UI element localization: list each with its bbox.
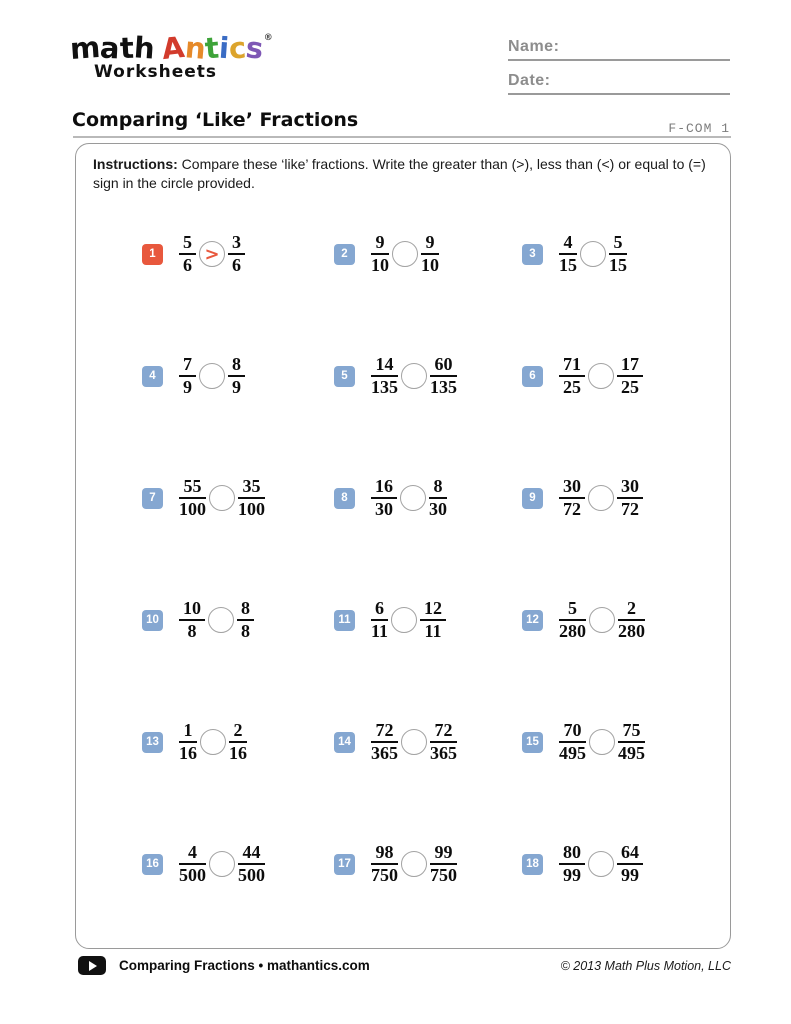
logo-word-math: [70, 31, 154, 65]
fraction-left: [559, 843, 585, 886]
fraction-right-numerator: 72: [430, 721, 457, 743]
fraction-right-numerator: 8: [429, 477, 447, 499]
logo-letter: A: [160, 29, 187, 67]
answer-circle[interactable]: [199, 363, 225, 389]
fraction-right-denominator: 99: [621, 865, 639, 885]
fraction-left-numerator: 98: [371, 843, 398, 865]
fraction-right-denominator: 30: [429, 499, 447, 519]
answer-circle[interactable]: [200, 729, 226, 755]
logo-letter: s: [244, 30, 266, 66]
logo-subtitle: Worksheets: [94, 62, 218, 82]
title-divider: [73, 136, 731, 138]
fraction-left: [371, 233, 389, 276]
fraction-right-numerator: 64: [617, 843, 643, 865]
play-icon: [78, 956, 106, 975]
problem: [142, 233, 334, 276]
fraction-right-denominator: 100: [238, 499, 265, 519]
fraction-left-denominator: 30: [375, 499, 393, 519]
worksheet-box: [75, 143, 731, 949]
answer-circle[interactable]: [392, 241, 418, 267]
fraction-right: [618, 599, 645, 642]
problem-number-badge: 1: [142, 244, 163, 265]
mathantics-logo: [68, 29, 273, 82]
fraction-right-denominator: 16: [229, 743, 247, 763]
fraction-left: [179, 721, 197, 764]
fraction-left-numerator: 14: [371, 355, 398, 377]
fraction-right-denominator: 25: [621, 377, 639, 397]
answer-circle[interactable]: [588, 851, 614, 877]
fraction-right-numerator: 2: [618, 599, 645, 621]
answer-circle[interactable]: [401, 363, 427, 389]
fraction-left: [371, 477, 397, 520]
fraction-right: [420, 599, 446, 642]
fraction-right-denominator: 280: [618, 621, 645, 641]
fraction-left: [179, 843, 206, 886]
fraction-left-numerator: 5: [179, 233, 196, 255]
problem: [522, 233, 710, 276]
fraction-right: [421, 233, 439, 276]
fraction-right-numerator: 99: [430, 843, 457, 865]
problem: [142, 843, 334, 886]
fraction-left-denominator: 99: [563, 865, 581, 885]
problem: [334, 233, 522, 276]
fraction-left-denominator: 135: [371, 377, 398, 397]
fraction-right-numerator: 8: [237, 599, 254, 621]
logo-letter: c: [228, 30, 248, 66]
problem-number-badge: 16: [142, 854, 163, 875]
fraction-left: [559, 233, 577, 276]
problem: [334, 721, 522, 764]
problem: [522, 599, 710, 642]
fraction-left-numerator: 4: [559, 233, 577, 255]
fraction-left-numerator: 10: [179, 599, 205, 621]
fraction-left-denominator: 280: [559, 621, 586, 641]
fraction-right-denominator: 500: [238, 865, 265, 885]
problem-number-badge: 6: [522, 366, 543, 387]
problem: [142, 355, 334, 398]
fraction-right-denominator: 135: [430, 377, 457, 397]
answer-circle[interactable]: [208, 607, 234, 633]
instructions: [93, 155, 712, 193]
fraction-left: [371, 599, 388, 642]
fraction-left: [371, 355, 398, 398]
logo-word-antics: [160, 29, 266, 67]
registered-trademark-symbol: ®: [263, 33, 273, 43]
problems-grid: [76, 193, 730, 925]
fraction-left-numerator: 72: [371, 721, 398, 743]
fraction-right-numerator: 8: [228, 355, 245, 377]
name-field-label: Name:: [508, 38, 560, 55]
fraction-right-numerator: 75: [618, 721, 645, 743]
problem: [522, 477, 710, 520]
fraction-right-numerator: 44: [238, 843, 265, 865]
fraction-left-numerator: 6: [371, 599, 388, 621]
fraction-left-denominator: 365: [371, 743, 398, 763]
fraction-right: [228, 355, 245, 398]
fraction-left: [179, 599, 205, 642]
instructions-text: Compare these ‘like’ fractions. Write the greater than (>), less than (<) or equal to (=) sign in the circle provided.: [93, 156, 706, 191]
logo-letter: a: [99, 30, 121, 66]
fraction-left-numerator: 9: [371, 233, 389, 255]
problem: [522, 843, 710, 886]
fraction-right-numerator: 2: [229, 721, 247, 743]
fraction-left-denominator: 72: [563, 499, 581, 519]
problem: [142, 721, 334, 764]
page-title: Comparing ‘Like’ Fractions: [72, 109, 359, 131]
answer-circle[interactable]: [589, 607, 615, 633]
fraction-right: [609, 233, 627, 276]
fraction-left: [559, 477, 585, 520]
answer-circle[interactable]: [580, 241, 606, 267]
fraction-left-denominator: 500: [179, 865, 206, 885]
fraction-right-denominator: 9: [232, 377, 241, 397]
fraction-left-denominator: 25: [563, 377, 581, 397]
fraction-left-numerator: 16: [371, 477, 397, 499]
fraction-right-denominator: 750: [430, 865, 457, 885]
fraction-left-denominator: 16: [179, 743, 197, 763]
logo-letter: i: [218, 30, 231, 66]
problem: [334, 843, 522, 886]
header-fields: [508, 38, 730, 106]
fraction-left-numerator: 7: [179, 355, 196, 377]
problem: [522, 721, 710, 764]
fraction-right: [430, 721, 457, 764]
fraction-right: [430, 843, 457, 886]
logo-letter: t: [118, 30, 135, 66]
fraction-right-denominator: 15: [609, 255, 627, 275]
fraction-left-denominator: 11: [371, 621, 389, 641]
problem: [334, 477, 522, 520]
fraction-right-denominator: 6: [232, 255, 241, 275]
fraction-left-numerator: 55: [179, 477, 206, 499]
logo-letter: m: [68, 29, 102, 67]
fraction-left: [179, 355, 196, 398]
fraction-right: [228, 233, 245, 276]
problem-number-badge: 13: [142, 732, 163, 753]
fraction-left-numerator: 4: [179, 843, 206, 865]
fraction-right-denominator: 10: [421, 255, 439, 275]
name-field-line[interactable]: [508, 38, 730, 61]
fraction-right: [617, 477, 643, 520]
logo-letter: n: [183, 30, 207, 66]
fraction-right-denominator: 495: [618, 743, 645, 763]
fraction-right: [430, 355, 457, 398]
footer-video-link: [78, 956, 370, 975]
fraction-left-numerator: 30: [559, 477, 585, 499]
fraction-right: [238, 477, 265, 520]
fraction-left-denominator: 10: [371, 255, 389, 275]
problem-number-badge: 3: [522, 244, 543, 265]
fraction-right: [229, 721, 247, 764]
date-field-label: Date:: [508, 72, 551, 89]
problem-number-badge: 12: [522, 610, 543, 631]
answer-circle[interactable]: [400, 485, 426, 511]
fraction-left: [371, 721, 398, 764]
logo-wordmark: [68, 29, 273, 67]
copyright-notice: © 2013 Math Plus Motion, LLC: [560, 959, 731, 973]
fraction-left: [559, 721, 586, 764]
fraction-left-denominator: 6: [183, 255, 192, 275]
date-field-line[interactable]: [508, 72, 730, 95]
problem: [142, 477, 334, 520]
fraction-left: [179, 477, 206, 520]
problem-number-badge: 2: [334, 244, 355, 265]
answer-circle[interactable]: [209, 851, 235, 877]
fraction-left-denominator: 495: [559, 743, 586, 763]
fraction-left-denominator: 100: [179, 499, 206, 519]
problem-number-badge: 4: [142, 366, 163, 387]
fraction-right-denominator: 365: [430, 743, 457, 763]
fraction-left-numerator: 1: [179, 721, 197, 743]
answer-circle[interactable]: >: [199, 241, 225, 267]
logo-letter: h: [132, 30, 156, 66]
fraction-left: [559, 599, 586, 642]
fraction-left-denominator: 15: [559, 255, 577, 275]
fraction-right: [617, 843, 643, 886]
fraction-left-numerator: 80: [559, 843, 585, 865]
fraction-left: [179, 233, 196, 276]
fraction-right-numerator: 17: [617, 355, 643, 377]
fraction-right-numerator: 60: [430, 355, 457, 377]
footer-video-line: Comparing Fractions • mathantics.com: [119, 958, 370, 973]
fraction-right-numerator: 30: [617, 477, 643, 499]
fraction-left-denominator: 8: [187, 621, 197, 641]
answer-circle[interactable]: [391, 607, 417, 633]
problem-number-badge: 18: [522, 854, 543, 875]
problem-number-badge: 15: [522, 732, 543, 753]
fraction-right: [618, 721, 645, 764]
problem-number-badge: 10: [142, 610, 163, 631]
problem: [522, 355, 710, 398]
answer-circle[interactable]: [209, 485, 235, 511]
fraction-right: [237, 599, 254, 642]
fraction-right-denominator: 72: [621, 499, 639, 519]
fraction-left-denominator: 750: [371, 865, 398, 885]
fraction-right-denominator: 8: [241, 621, 250, 641]
worksheet-code: F-COM 1: [668, 121, 730, 136]
problem-number-badge: 11: [334, 610, 355, 631]
problem: [334, 599, 522, 642]
answer-circle[interactable]: [401, 851, 427, 877]
fraction-right-numerator: 5: [609, 233, 627, 255]
fraction-right-numerator: 9: [421, 233, 439, 255]
fraction-right: [238, 843, 265, 886]
fraction-left-numerator: 5: [559, 599, 586, 621]
fraction-left-numerator: 70: [559, 721, 586, 743]
fraction-left: [559, 355, 585, 398]
fraction-left-numerator: 71: [559, 355, 585, 377]
fraction-left: [371, 843, 398, 886]
fraction-left-denominator: 9: [183, 377, 192, 397]
problem-number-badge: 8: [334, 488, 355, 509]
problem-number-badge: 17: [334, 854, 355, 875]
fraction-right: [617, 355, 643, 398]
instructions-label: Instructions:: [93, 156, 178, 172]
fraction-right-numerator: 12: [420, 599, 446, 621]
answer-circle[interactable]: [401, 729, 427, 755]
problem-number-badge: 14: [334, 732, 355, 753]
problem: [142, 599, 334, 642]
answer-circle[interactable]: [588, 363, 614, 389]
fraction-right: [429, 477, 447, 520]
answer-circle[interactable]: [589, 729, 615, 755]
fraction-right-numerator: 35: [238, 477, 265, 499]
problem-number-badge: 9: [522, 488, 543, 509]
problem-number-badge: 5: [334, 366, 355, 387]
answer-circle[interactable]: [588, 485, 614, 511]
problem-number-badge: 7: [142, 488, 163, 509]
logo-letter: t: [203, 30, 221, 66]
fraction-right-denominator: 11: [424, 621, 442, 641]
problem: [334, 355, 522, 398]
fraction-right-numerator: 3: [228, 233, 245, 255]
